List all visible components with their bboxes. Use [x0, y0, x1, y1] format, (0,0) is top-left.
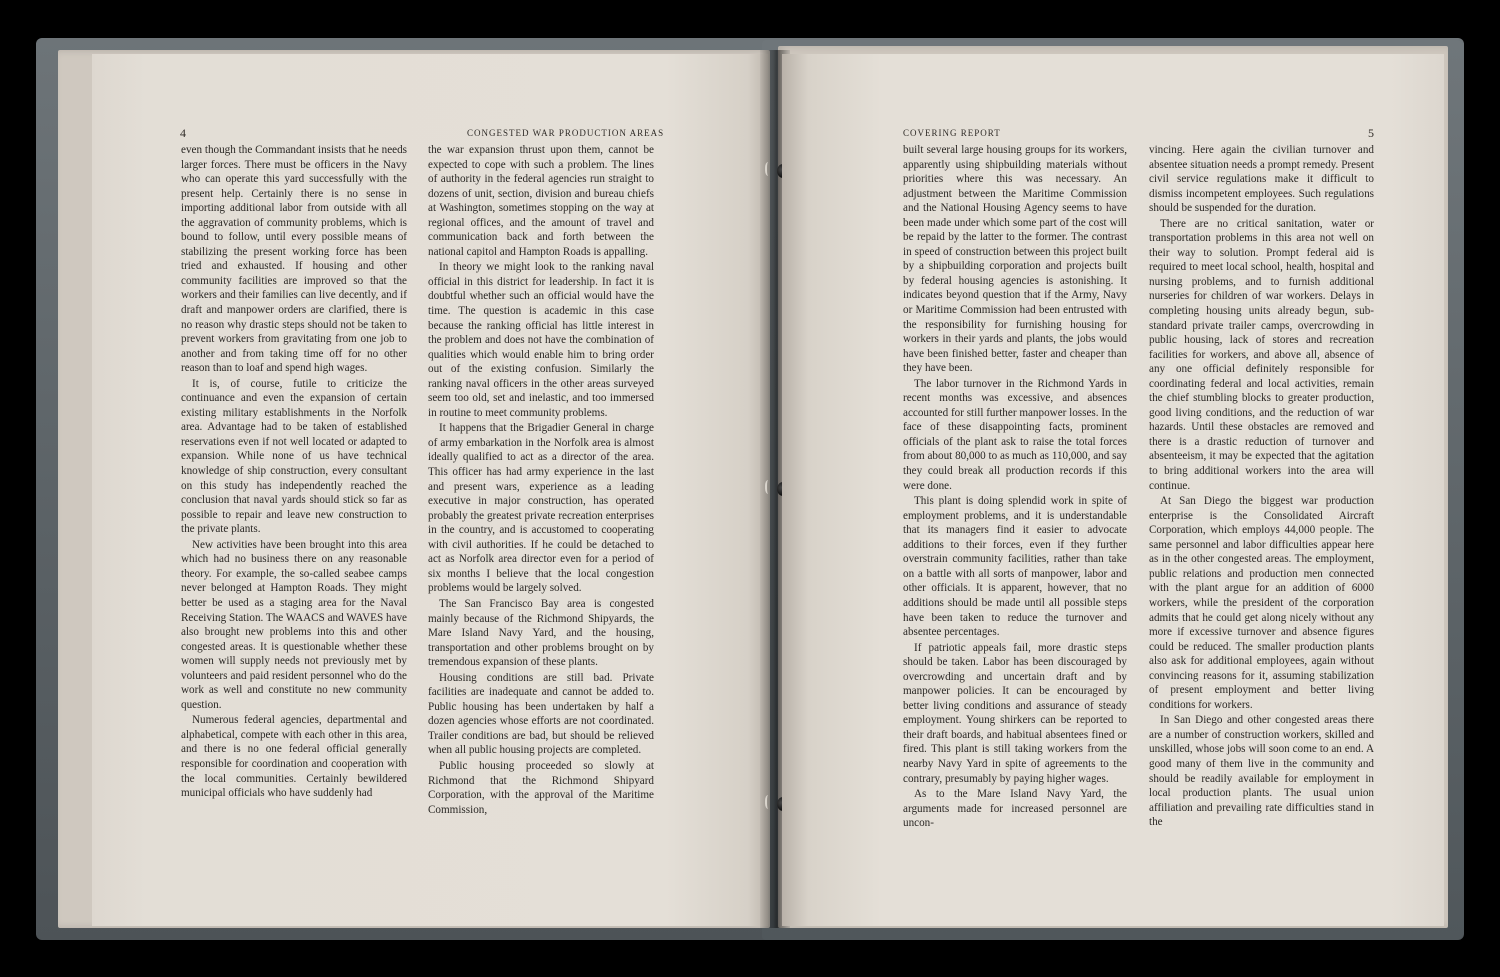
paragraph: It happens that the Brigadier General in charge of army embarkation in the Norfolk area is almost ideally qualified to act as a director of the area. This officer has had army experience in the last and present wars, experience as a leading executive in major construction, has operated probably the greatest private recreation enterprises in the country, and is accustomed to cooperating with civil authorities. If he could be detached to act as Norfolk area director even for a period of six months I believe that the local congestion problems would be largely solved. — [428, 422, 654, 595]
right-running-head: COVERING REPORT — [903, 128, 1001, 138]
left-page-column-2 — [428, 143, 654, 818]
paragraph: As to the Mare Island Navy Yard, the arguments made for increased personnel are uncon- — [903, 788, 1127, 830]
paragraph: There are no critical sanitation, water or transportation problems in this area not well on their way to solution. Prompt federal aid is required to meet local school, health, hospital and nursing problems, and to furnish additional nurseries for children of war workers. Delays in completing housing units already begun, sub-standard private trailer camps, overcrowding in public housing, lack of stores and recreation facilities for workers, and above all, absence of any one official definitely responsible for coordinating federal and local activities, remain the chief stumbling blocks to greater production, good living conditions, and the reduction of war hazards. Until these obstacles are removed and there is a drastic reduction of turnover and absenteeism, it may be expected that the agitation to bring additional workers into the area will continue. — [1149, 217, 1374, 492]
paragraph: Housing conditions are still bad. Private facilities are inadequate and cannot be added to. Public housing has been undertaken by half a dozen agencies whose efforts are not coordinated. Trailer conditions are bad, but should be relieved when all public housing projects are completed. — [428, 671, 654, 757]
paragraph: If patriotic appeals fail, more drastic steps should be taken. Labor has been discouraged by overcrowding and uncertain draft and by manpower policies. It can be encouraged by better living conditions and assurance of steady employment. Young shirkers can be reported to their draft boards, and habitual absentees fined or fired. This plant is still taking workers from the nearby Navy Yard in spite of agreements to the contrary, presumably by paying higher wages. — [903, 641, 1127, 785]
paragraph: In San Diego and other congested areas there are a number of construction workers, skilled and unskilled, whose jobs will soon come to an end. A good many of them live in the community and should be readily available for employment in local production plants. The usual union affiliation and prevailing rate difficulties stand in the — [1149, 714, 1374, 829]
paragraph: In theory we might look to the ranking naval official in this district for leadership. In fact it is doubtful whether such an official would have the time. The question is academic in this case because the ranking official has little interest in the problem and does not have the combination of qualities which would enable him to bring order out of the existing confusion. Similarly the ranking naval officers in the other areas surveyed seem too old, set and inelastic, and too immersed in routine to meet community problems. — [428, 261, 654, 419]
left-running-head: CONGESTED WAR PRODUCTION AREAS — [467, 128, 665, 138]
paragraph: The labor turnover in the Richmond Yards in recent months was excessive, and absences accounted for still further manpower losses. In the face of these disappointing facts, prominent officials of the plant ask to raise the total forces from about 80,000 to as much as 110,000, and say they could break all production records if this were done. — [903, 377, 1127, 492]
paragraph: At San Diego the biggest war production enterprise is the Consolidated Aircraft Corporation, which employs 44,000 people. The same personnel and labor difficulties appear here as in the other congested areas. The employment, public relations and production men connected with the plant argue for an addition of 6000 workers, while the president of the corporation admits that he could get along nicely without any more if excessive turnover and absence figures could be reduced. The smaller production plants also ask for additional employees, again without convincing reasons for it, assuming stabilization of present employment and better living conditions for workers. — [1149, 495, 1374, 711]
right-page-column-1 — [903, 143, 1127, 832]
left-page-column-1 — [181, 143, 407, 802]
binder-ring-glint — [765, 480, 773, 494]
right-page-number: 5 — [1368, 126, 1374, 140]
paragraph: This plant is doing splendid work in spite of employment problems, and it is understandable that its managers find it easier to advocate additions to their forces, even if they further overstrain community facilities, rather than take on a battle with all sorts of manpower, labor and other officials. It is apparent, however, that no additions should be made until all possible steps have been taken to reduce the turnover and absentee percentages. — [903, 495, 1127, 639]
paragraph: built several large housing groups for its workers, apparently using shipbuilding materials without priorities where this was necessary. An adjustment between the Maritime Commission and the National Housing Agency seems to have been made under which some part of the cost will be repaid by the latter to the former. The contrast in speed of construction between this project built by a shipbuilding corporation and projects built by federal housing agencies is astonishing. It indicates beyond question that if the Army, Navy or Maritime Commission had been entrusted with the responsibility for furnishing housing for workers in their yards and plants, the jobs would have been finished better, faster and cheaper than they have been. — [903, 144, 1127, 375]
paragraph: The San Francisco Bay area is congested mainly because of the Richmond Shipyards, the Mare Island Navy Yard, and the housing, transportation and other problems brought on by tremendous expansion of these plants. — [428, 597, 654, 669]
binder-ring-glint — [765, 795, 773, 809]
left-page-number: 4 — [180, 126, 186, 140]
paragraph: Numerous federal agencies, departmental and alphabetical, compete with each other in this area, and there is no one federal official generally responsible for coordination and cooperation with the local communities. Certainly bewildered municipal officials who have suddenly had — [181, 714, 407, 800]
paragraph: vincing. Here again the civilian turnover and absentee situation needs a prompt remedy. Present civil service regulations make it difficult to dismiss incompetent employees. Such regulations should be suspended for the duration. — [1149, 144, 1374, 215]
binder-ring-glint — [765, 162, 773, 176]
paragraph: It is, of course, futile to criticize the continuance and even the expansion of certain existing military establishments in the Norfolk area. Advantage had to be taken of established reservations even if not well located or adapted to expansion. While none of us have technical knowledge of ship construction, every consultant on this study has independently reached the conclusion that naval yards should stick so far as possible to repair and leave new construction to the private plants. — [181, 377, 407, 536]
paragraph: New activities have been brought into this area which had no business there on any reasonable theory. For example, the so-called seabee camps never belonged at Hampton Roads. They might better be used as a staging area for the Naval Receiving Station. The WAACS and WAVES have also brought new problems into this and other congested areas. It is questionable whether these women will supply needs not previously met by volunteers and paid resident personnel who do the work as well and constitute no new community question. — [181, 538, 407, 711]
paragraph: the war expansion thrust upon them, cannot be expected to cope with such a problem. The lines of authority in the federal agencies run straight to dozens of unit, section, division and bureau chiefs at Washington, sometimes stopping on the way at regional offices, and the amount of travel and communication back and forth between the national capitol and Hampton Roads is appalling. — [428, 144, 654, 258]
paragraph: Public housing proceeded so slowly at Richmond that the Richmond Shipyard Corporation, with the approval of the Maritime Commission, — [428, 759, 654, 816]
right-page-column-2 — [1149, 143, 1374, 831]
paragraph: even though the Commandant insists that he needs larger forces. There must be officers in the Navy who can operate this yard successfully with the present help. Certainly there is no sense in importing additional labor from outside with all the aggravation of community problems, which is bound to follow, until every possible means of stabilizing the present working force has been tried and exhausted. If housing and other community facilities are improved so that the workers and their families can live decently, and if draft and manpower orders are clarified, there is no reason why drastic steps should not be taken to prevent workers from gravitating from one job to another and from taking time off for no other reason than to loaf and spend high wages. — [181, 144, 407, 375]
